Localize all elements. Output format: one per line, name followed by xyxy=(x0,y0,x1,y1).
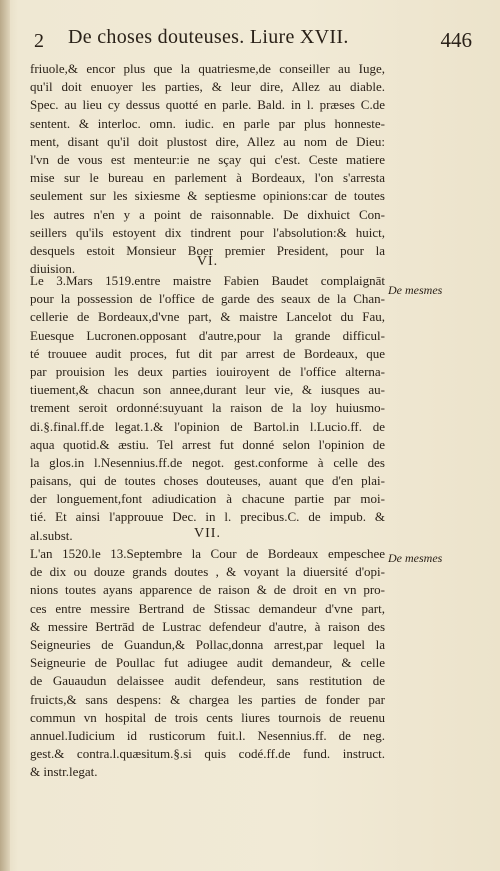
text-line: qu'il doit enuoyer les parties, & leur dire, Allez au diable. xyxy=(30,79,385,95)
paragraph-continuation xyxy=(30,60,385,278)
text-line: paisans, qui de toutes choses douteuses, auant que d'en plai- xyxy=(30,473,385,489)
text-line: aqua quotid.& æstiu. Tel arrest fut donné selon l'opinion de xyxy=(30,436,385,452)
text-line: trement seroit ordonné:suyuant la raison de la loy huiusmo- xyxy=(30,400,385,416)
page-number-left: 2 xyxy=(34,30,44,52)
text-line: seulement sur les sixiesme & septiesme opinions:car de toutes xyxy=(30,188,385,204)
text-line: commun vn hospital de trois cents liures tournois de reuenu xyxy=(30,709,385,725)
section-heading-vii xyxy=(30,525,385,543)
text-line: Spec. au lieu cy dessus quotté en parle. Bald. in l. præses C.de xyxy=(30,97,385,113)
text-line: nions toutes ayans apparence de raison & de droit en vn pro- xyxy=(30,582,385,598)
text-line: ment, disant qu'il doit plustost dire, Allez au nom de Dieu: xyxy=(30,133,385,149)
text-line: der longuement,font adiudication à chacune partie par moi- xyxy=(30,491,385,507)
text-line: sentent. & interloc. omn. iudic. en parle par plus honneste- xyxy=(30,115,385,131)
running-title: De choses douteuses. Liure XVII. xyxy=(68,26,349,48)
text-line: & messire Bertrād de Lustrac defendeur d'autre, à raison des xyxy=(30,618,385,634)
text-line: L'an 1520.le 13.Septembre la Cour de Bordeaux empeschee xyxy=(30,546,385,561)
text-line: pour la possession de l'office de garde des seaux de la Chan- xyxy=(30,291,385,307)
running-header xyxy=(6,26,476,54)
text-line: l'vn de vous est menteur:ie ne sçay qui c'est. Ceste matiere xyxy=(30,151,385,167)
margin-note-vi: De mesmes xyxy=(388,283,443,297)
text-line: de Gauaudun delaissee audit defendeur, sans restitution de xyxy=(30,673,385,689)
text-line: tié. Et ainsi l'approuue Dec. in l. precibus.C. de impub. & xyxy=(30,509,385,525)
text-line: cellerie de Bordeaux,d'vne part, & maistre Lancelot du Fau, xyxy=(30,309,385,325)
paragraph-section-vi xyxy=(30,272,385,545)
section-heading-vi xyxy=(30,253,385,271)
section-number: VI. xyxy=(196,254,219,269)
page-gutter xyxy=(0,0,10,871)
text-line: annuel.Iudicium id rusticorum fuit.l. Nesennius.ff. de neg. xyxy=(30,727,385,743)
text-line: seillers qu'ils estoyent dix tindrent pour l'absolution:& huict, xyxy=(30,224,385,240)
text-line: fruicts,& sans despens: & chargea les parties de fonder par xyxy=(30,691,385,707)
text-line: la glos.in l.Nesennius.ff.de negot. gest.conforme à celle des xyxy=(30,454,385,470)
text-line: de dix ou douze grands doutes , & voyant la diuersité d'opi- xyxy=(30,564,385,580)
paragraph-section-vii xyxy=(30,545,385,781)
text-line: ces entre messire Bertrand de Stissac demandeur d'vne part, xyxy=(30,600,385,616)
text-line: al.subst. xyxy=(30,527,73,543)
text-line: friuole,& encor plus que la quatriesme,de conseiller au Iuge, xyxy=(30,61,385,76)
text-line: gest.& contra.l.quæsitum.§.si quis codé.ff.de fund. instruct. xyxy=(30,746,385,762)
text-line: té trouuee audit proces, fut dit par arrest de Bordeaux, que xyxy=(30,345,385,361)
margin-note-vii: De mesmes xyxy=(388,551,443,565)
section-number: VII. xyxy=(194,526,221,541)
text-line: Seigneuries de Guandun,& Pollac,donna arrest,par lequel la xyxy=(30,636,385,652)
text-line: Seigneurie de Poullac fut adiugee audit demandeur, & celle xyxy=(30,655,385,671)
text-line: les autres n'en y a point de raisonnable. De dixhuict Con- xyxy=(30,206,385,222)
text-line: diuision. xyxy=(30,261,76,277)
text-line: mise sur le bureau en parlement à Bordeaux, l'on s'arresta xyxy=(30,170,385,186)
text-line: tiuement,& chacun son annee,durant leur vie, & iusques au- xyxy=(30,382,385,398)
text-line: desquels estoit Monsieur Boer premier President, pour la xyxy=(30,242,385,258)
text-line: di.§.final.ff.de legat.1.& l'opinion de Bartol.in l.Lucio.ff. de xyxy=(30,418,385,434)
folio-number: 446 xyxy=(440,28,472,52)
text-line: Euesque Lucronen.opposant d'autre,pour la grande difficul- xyxy=(30,327,385,343)
text-line: & instr.legat. xyxy=(30,764,98,780)
text-line: Le 3.Mars 1519.entre maistre Fabien Baudet complaignāt xyxy=(30,273,385,288)
text-line: par prouision les deux parties iouiroyent de l'office alterna- xyxy=(30,363,385,379)
